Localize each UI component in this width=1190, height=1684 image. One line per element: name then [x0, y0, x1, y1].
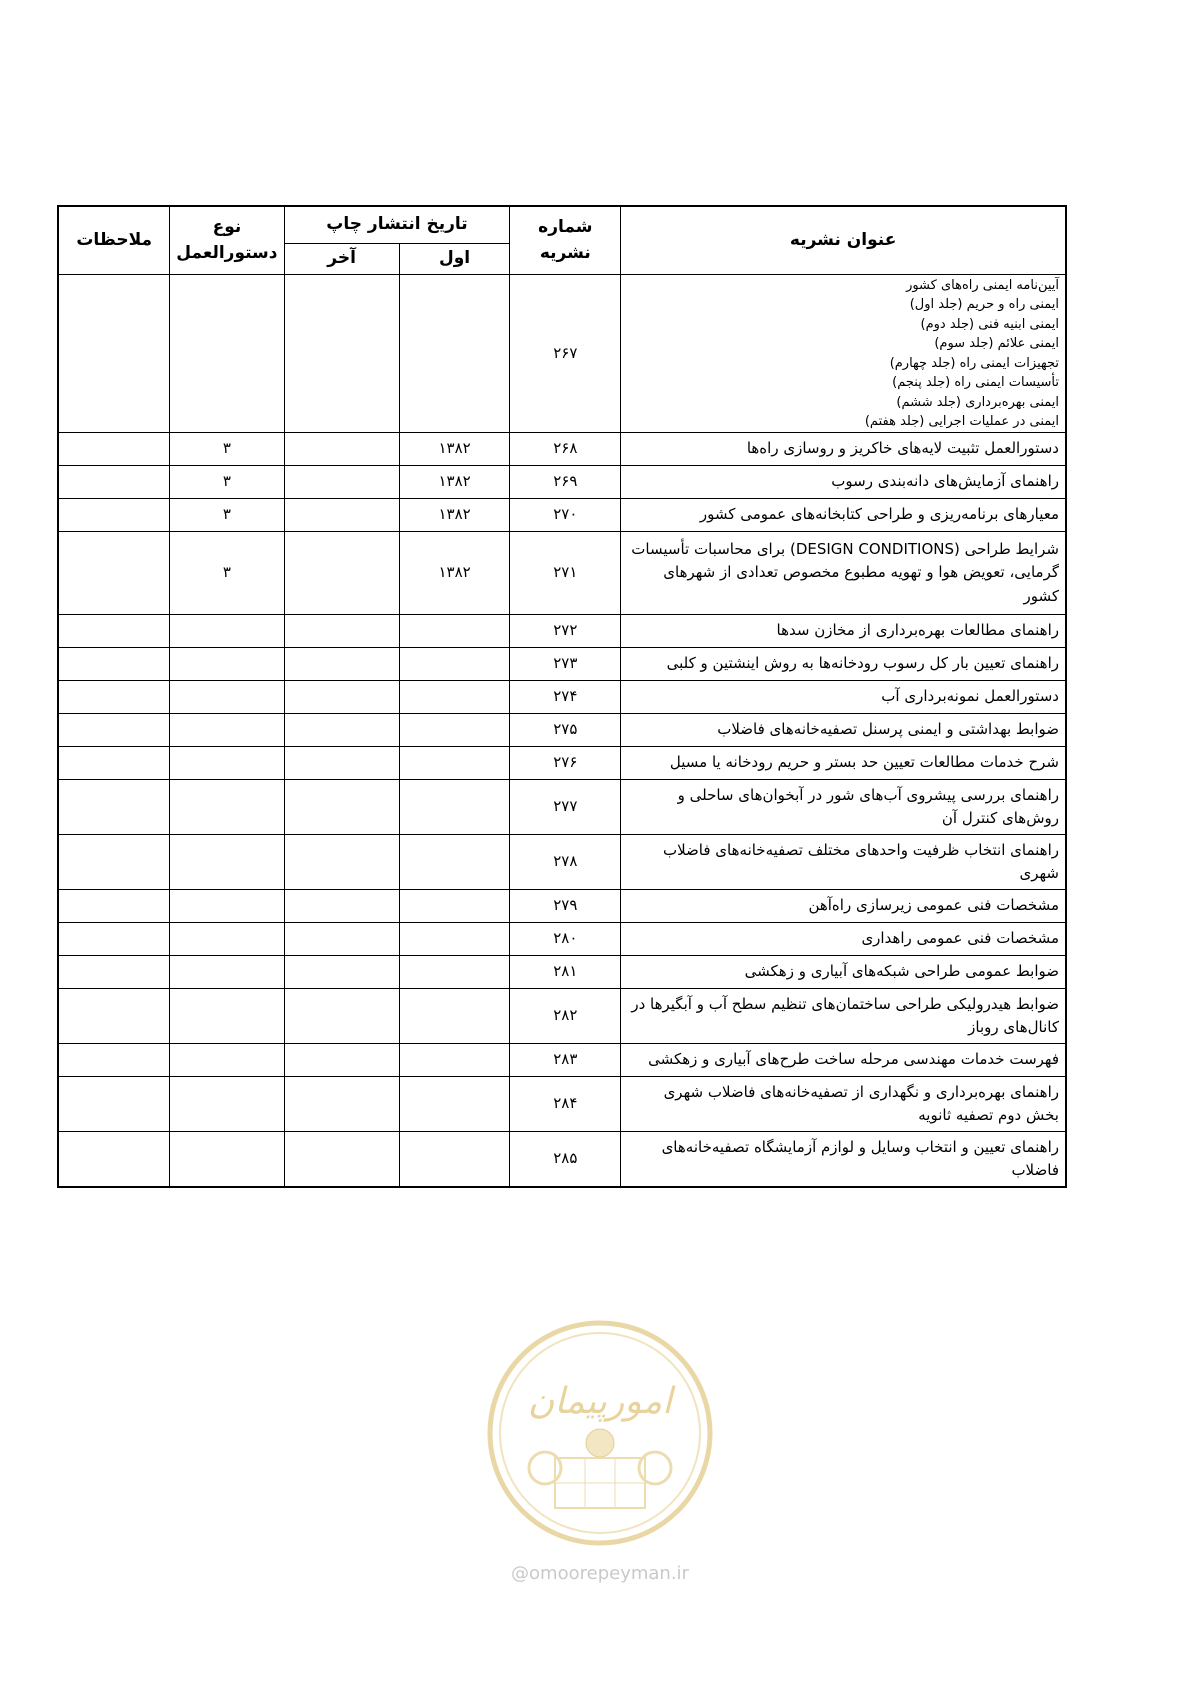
row-number: ۲۷۸ [510, 835, 621, 890]
title-line: آیین‌نامه ایمنی راه‌های کشور [906, 277, 1059, 293]
row-type [170, 747, 284, 780]
row-notes [58, 956, 170, 989]
header-publication-date: تاریخ انتشار چاپ [284, 206, 510, 244]
row-date-last [284, 433, 399, 466]
title-line: تأسیسات ایمنی راه (جلد پنجم) [892, 375, 1059, 390]
table-row [58, 923, 1066, 956]
row-number: ۲۶۸ [510, 433, 621, 466]
row-title [621, 275, 1066, 433]
row-number: ۲۸۴ [510, 1077, 621, 1132]
header-title: عنوان نشریه [621, 206, 1066, 275]
row-date-first: ۱۳۸۲ [399, 532, 510, 615]
row-date-first: ۱۳۸۲ [399, 466, 510, 499]
row-date-last [284, 275, 399, 433]
row-number: ۲۷۱ [510, 532, 621, 615]
row-notes [58, 1044, 170, 1077]
table-row [58, 1044, 1066, 1077]
watermark-logo [485, 1318, 715, 1548]
table-body [58, 275, 1066, 1187]
header-date-last: آخر [284, 244, 399, 275]
row-title: راهنمای آزمایش‌های دانه‌بندی رسوب [621, 466, 1066, 499]
row-date-first: ۱۳۸۲ [399, 433, 510, 466]
row-number: ۲۷۰ [510, 499, 621, 532]
row-date-last [284, 532, 399, 615]
row-title: ضوابط عمومی طراحی شبکه‌های آبیاری و زهکشی [621, 956, 1066, 989]
row-number: ۲۸۲ [510, 989, 621, 1044]
row-notes [58, 835, 170, 890]
row-title: راهنمای انتخاب ظرفیت واحدهای مختلف تصفیه‌خانه‌های فاضلاب شهری [621, 835, 1066, 890]
row-title: راهنمای تعیین و انتخاب وسایل و لوازم آزمایشگاه تصفیه‌خانه‌های فاضلاب [621, 1132, 1066, 1187]
row-number: ۲۷۷ [510, 780, 621, 835]
table-row [58, 648, 1066, 681]
row-date-last [284, 923, 399, 956]
row-date-first [399, 747, 510, 780]
table-row [58, 499, 1066, 532]
title-line: ایمنی ابنیه فنی (جلد دوم) [920, 316, 1059, 332]
row-type: ۳ [170, 532, 284, 615]
table-row [58, 275, 1066, 433]
row-date-last [284, 1132, 399, 1187]
row-type [170, 1044, 284, 1077]
table-row [58, 433, 1066, 466]
row-date-last [284, 615, 399, 648]
row-notes [58, 747, 170, 780]
row-number: ۲۸۰ [510, 923, 621, 956]
title-line: تجهیزات ایمنی راه (جلد چهارم) [889, 355, 1059, 371]
table-row [58, 780, 1066, 835]
row-date-first [399, 1077, 510, 1132]
row-number: ۲۶۹ [510, 466, 621, 499]
row-number: ۲۷۴ [510, 681, 621, 714]
table-row [58, 615, 1066, 648]
row-notes [58, 780, 170, 835]
row-type [170, 780, 284, 835]
row-type [170, 1077, 284, 1132]
row-type [170, 890, 284, 923]
row-date-first [399, 780, 510, 835]
watermark-logo-text: امورپیمان [527, 1381, 673, 1422]
table-row [58, 1077, 1066, 1132]
row-title: راهنمای تعیین بار کل رسوب رودخانه‌ها به روش اینشتین و کلبی [621, 648, 1066, 681]
row-type: ۳ [170, 466, 284, 499]
row-notes [58, 1132, 170, 1187]
row-title: فهرست خدمات مهندسی مرحله ساخت طرح‌های آبیاری و زهکشی [621, 1044, 1066, 1077]
row-title: شرح خدمات مطالعات تعیین حد بستر و حریم رودخانه یا مسیل [621, 747, 1066, 780]
row-date-last [284, 714, 399, 747]
row-number: ۲۷۹ [510, 890, 621, 923]
row-notes [58, 615, 170, 648]
header-number: شماره نشریه [510, 206, 621, 275]
row-notes [58, 989, 170, 1044]
row-date-first [399, 890, 510, 923]
row-type: ۳ [170, 499, 284, 532]
row-date-last [284, 681, 399, 714]
row-notes [58, 275, 170, 433]
row-type [170, 648, 284, 681]
row-notes [58, 648, 170, 681]
row-date-first [399, 681, 510, 714]
row-date-first [399, 923, 510, 956]
title-line: ایمنی در عملیات اجرایی (جلد هفتم) [864, 414, 1059, 429]
row-date-first [399, 989, 510, 1044]
row-number: ۲۸۵ [510, 1132, 621, 1187]
row-date-first [399, 1044, 510, 1077]
row-date-last [284, 1077, 399, 1132]
table-row [58, 532, 1066, 615]
row-type [170, 615, 284, 648]
row-date-first [399, 956, 510, 989]
row-title: راهنمای بهره‌برداری و نگهداری از تصفیه‌خانه‌های فاضلاب شهری بخش دوم تصفیه ثانویه [621, 1077, 1066, 1132]
row-type [170, 681, 284, 714]
row-number: ۲۷۶ [510, 747, 621, 780]
row-title: مشخصات فنی عمومی راهداری [621, 923, 1066, 956]
row-title: ضوابط هیدرولیکی طراحی ساختمان‌های تنظیم سطح آب و آبگیرها در کانال‌های روباز [621, 989, 1066, 1044]
table-row [58, 956, 1066, 989]
publications-table [57, 205, 1067, 1188]
row-type [170, 923, 284, 956]
row-date-last [284, 956, 399, 989]
row-number: ۲۷۳ [510, 648, 621, 681]
row-date-first [399, 714, 510, 747]
table-row [58, 681, 1066, 714]
row-title: معیارهای برنامه‌ریزی و طراحی کتابخانه‌های عمومی کشور [621, 499, 1066, 532]
header-row [58, 206, 1066, 244]
row-type: ۳ [170, 433, 284, 466]
row-number: ۲۷۵ [510, 714, 621, 747]
row-date-first [399, 1132, 510, 1187]
row-notes [58, 890, 170, 923]
row-date-last [284, 780, 399, 835]
row-notes [58, 714, 170, 747]
row-type [170, 835, 284, 890]
row-notes [58, 923, 170, 956]
row-type [170, 956, 284, 989]
row-date-first [399, 615, 510, 648]
title-lines [627, 276, 1059, 432]
header-notes: ملاحظات [58, 206, 170, 275]
row-date-first: ۱۳۸۲ [399, 499, 510, 532]
row-date-last [284, 989, 399, 1044]
row-date-first [399, 275, 510, 433]
row-date-last [284, 835, 399, 890]
header-date-first: اول [399, 244, 510, 275]
table-row [58, 1132, 1066, 1187]
row-notes [58, 433, 170, 466]
watermark-caption: @omoorepeyman.ir [511, 1563, 689, 1584]
table-row [58, 466, 1066, 499]
row-notes [58, 466, 170, 499]
row-title: مشخصات فنی عمومی زیرسازی راه‌آهن [621, 890, 1066, 923]
row-notes [58, 681, 170, 714]
title-line: ایمنی علائم (جلد سوم) [934, 336, 1059, 351]
row-type [170, 275, 284, 433]
row-number: ۲۷۲ [510, 615, 621, 648]
row-notes [58, 1077, 170, 1132]
table-row [58, 989, 1066, 1044]
row-title: ضوابط بهداشتی و ایمنی پرسنل تصفیه‌خانه‌های فاضلاب [621, 714, 1066, 747]
row-number: ۲۸۳ [510, 1044, 621, 1077]
row-notes [58, 532, 170, 615]
row-date-first [399, 648, 510, 681]
row-date-last [284, 648, 399, 681]
row-date-last [284, 499, 399, 532]
row-title: دستورالعمل نمونه‌برداری آب [621, 681, 1066, 714]
row-type [170, 989, 284, 1044]
table-row [58, 890, 1066, 923]
table-row [58, 714, 1066, 747]
row-date-last [284, 890, 399, 923]
row-type [170, 1132, 284, 1187]
row-number: ۲۸۱ [510, 956, 621, 989]
row-date-last [284, 466, 399, 499]
table-row [58, 747, 1066, 780]
title-line: ایمنی بهره‌برداری (جلد ششم) [896, 394, 1059, 410]
row-notes [58, 499, 170, 532]
table-row [58, 835, 1066, 890]
row-number: ۲۶۷ [510, 275, 621, 433]
title-line: ایمنی راه و حریم (جلد اول) [909, 297, 1059, 312]
row-title: شرایط طراحی (DESIGN CONDITIONS) برای محاسبات تأسیسات گرمایی، تعویض هوا و تهویه مطبوع مخصوص تعدادی از شهرهای کشور [621, 532, 1066, 615]
row-date-last [284, 747, 399, 780]
row-type [170, 714, 284, 747]
header-instruction-type: نوع دستورالعمل [170, 206, 284, 275]
row-title: راهنمای مطالعات بهره‌برداری از مخازن سدها [621, 615, 1066, 648]
row-title: راهنمای بررسی پیشروی آب‌های شور در آبخوان‌های ساحلی و روش‌های کنترل آن [621, 780, 1066, 835]
row-date-last [284, 1044, 399, 1077]
row-date-first [399, 835, 510, 890]
row-title: دستورالعمل تثبیت لایه‌های خاکریز و روسازی راه‌ها [621, 433, 1066, 466]
